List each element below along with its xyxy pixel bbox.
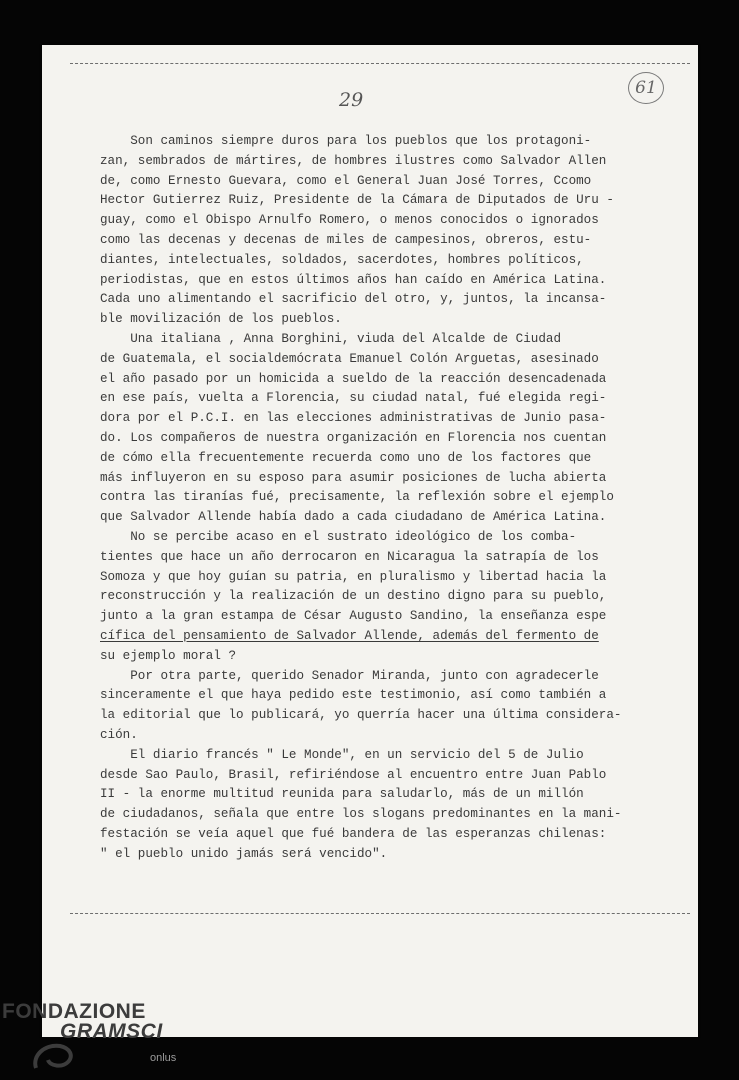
- text-line: de, como Ernesto Guevara, como el General Juan José Torres, Ccomo: [100, 173, 592, 188]
- watermark-swirl-icon: [30, 1038, 80, 1074]
- text-line: sinceramente el que haya pedido este testimonio, así como también a: [100, 688, 607, 703]
- text-line: No se percibe acaso en el sustrato ideológico de los comba-: [100, 529, 577, 544]
- text-line: el año pasado por un homicida a sueldo de la reacción desencadenada: [100, 371, 607, 386]
- text-line: tientes que hace un año derrocaron en Nicaragua la satrapía de los: [100, 549, 599, 564]
- text-line: reconstrucción y la realización de un destino digno para su pueblo,: [100, 589, 607, 604]
- text-line: de cómo ella frecuentemente recuerda como uno de los factores que: [100, 450, 592, 465]
- document-page: [42, 45, 698, 1037]
- text-line: ble movilización de los pueblos.: [100, 312, 342, 327]
- text-line: en ese país, vuelta a Florencia, su ciudad natal, fué elegida regi-: [100, 391, 607, 406]
- text-line: Somoza y que hoy guían su patria, en pluralismo y libertad hacia la: [100, 569, 607, 584]
- text-line: junto a la gran estampa de César Augusto Sandino, la enseñanza espe: [100, 609, 607, 624]
- text-line: diantes, intelectuales, soldados, sacerdotes, hombres políticos,: [100, 252, 584, 267]
- text-line: cífica del pensamiento de Salvador Allende, además del fermento de: [100, 628, 599, 643]
- watermark-line1: FONDAZIONE: [2, 1000, 146, 1023]
- text-line: de ciudadanos, señala que entre los slogans predominantes en la mani-: [100, 807, 622, 822]
- text-line: más influyeron en su esposo para asumir posiciones de lucha abierta: [100, 470, 607, 485]
- text-line: festación se veía aquel que fué bandera de las esperanzas chilenas:: [100, 826, 607, 841]
- text-line: su ejemplo moral ?: [100, 648, 237, 663]
- watermark-sub: onlus: [150, 1052, 177, 1064]
- text-line: desde Sao Paulo, Brasil, refiriéndose al encuentro entre Juan Pablo: [100, 767, 607, 782]
- text-line: que Salvador Allende había dado a cada ciudadano de América Latina.: [100, 510, 607, 525]
- text-line: " el pueblo unido jamás será vencido".: [100, 846, 388, 861]
- typed-letter-body: [100, 132, 690, 864]
- text-line: do. Los compañeros de nuestra organización en Florencia nos cuentan: [100, 430, 607, 445]
- top-dashed-rule: [70, 63, 690, 64]
- text-line: dora por el P.C.I. en las elecciones administrativas de Junio pasa-: [100, 411, 607, 426]
- text-line: ción.: [100, 727, 138, 742]
- text-line: contra las tiranías fué, precisamente, la reflexión sobre el ejemplo: [100, 490, 614, 505]
- text-line: Hector Gutierrez Ruiz, Presidente de la Cámara de Diputados de Uru -: [100, 193, 614, 208]
- archive-watermark-logo: [2, 1000, 163, 1044]
- text-line: la editorial que lo publicará, yo querría hacer una última considera-: [100, 708, 622, 723]
- text-line: Cada uno alimentando el sacrificio del otro, y, juntos, la incansa-: [100, 292, 607, 307]
- text-line: periodistas, que en estos últimos años han caído en América Latina.: [100, 272, 607, 287]
- text-line: Una italiana , Anna Borghini, viuda del Alcalde de Ciudad: [100, 331, 562, 346]
- text-line: El diario francés " Le Monde", en un servicio del 5 de Julio: [100, 747, 584, 762]
- text-line: Por otra parte, querido Senador Miranda, junto con agradecerle: [100, 668, 599, 683]
- circled-archive-number: 61: [628, 72, 664, 104]
- bottom-dashed-rule: [70, 913, 690, 914]
- text-line: guay, como el Obispo Arnulfo Romero, o menos conocidos o ignorados: [100, 213, 599, 228]
- text-line: zan, sembrados de mártires, de hombres ilustres como Salvador Allen: [100, 153, 607, 168]
- handwritten-page-number: 29: [339, 89, 364, 111]
- watermark-line2: GRAMSCI: [60, 1020, 163, 1043]
- text-line: Son caminos siempre duros para los pueblos que los protagoni-: [100, 134, 592, 148]
- text-line: II - la enorme multitud reunida para saludarlo, más de un millón: [100, 787, 584, 802]
- text-line: de Guatemala, el socialdemócrata Emanuel Colón Arguetas, asesinado: [100, 351, 599, 366]
- text-line: como las decenas y decenas de miles de campesinos, obreros, estu-: [100, 232, 592, 247]
